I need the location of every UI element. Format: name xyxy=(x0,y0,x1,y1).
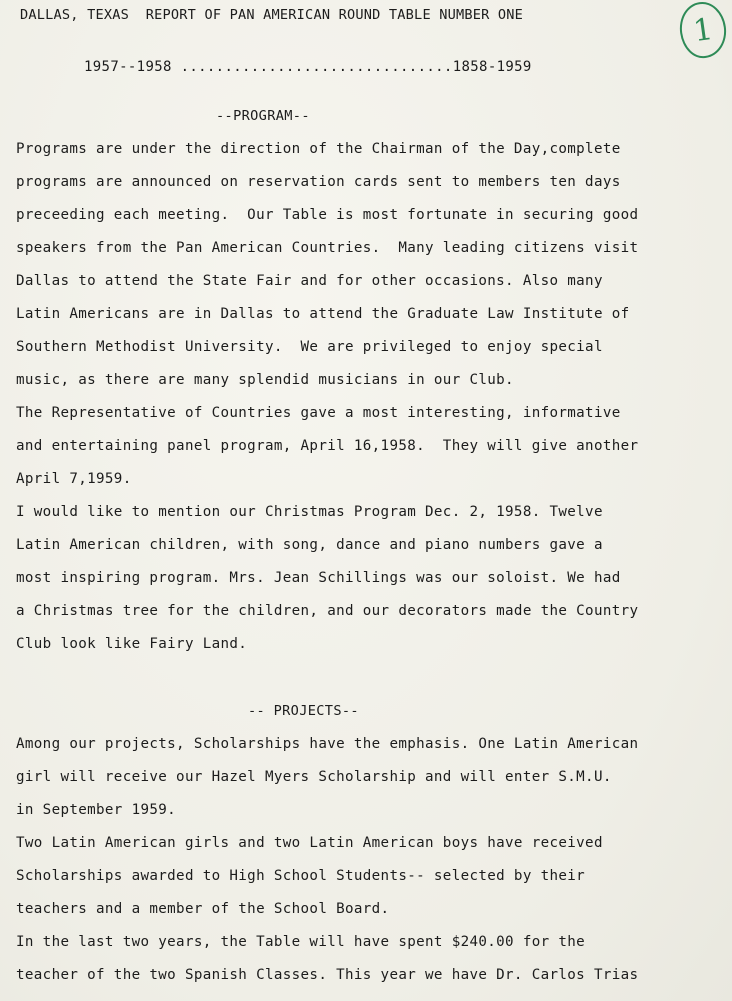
program-line: a Christmas tree for the children, and our decorators made the Country xyxy=(16,603,639,619)
program-line: Dallas to attend the State Fair and for other occasions. Also many xyxy=(16,273,603,289)
program-line: speakers from the Pan American Countries. Many leading citizens visit xyxy=(16,240,639,256)
program-line: preceeding each meeting. Our Table is most fortunate in securing good xyxy=(16,207,639,223)
program-line: programs are announced on reservation cards sent to members ten days xyxy=(16,174,621,190)
program-line: Programs are under the direction of the Chairman of the Day,complete xyxy=(16,141,621,157)
program-line: April 7,1959. xyxy=(16,471,132,487)
program-line: I would like to mention our Christmas Program Dec. 2, 1958. Twelve xyxy=(16,504,603,520)
program-line: Latin American children, with song, dance and piano numbers gave a xyxy=(16,537,603,553)
projects-line: Among our projects, Scholarships have the emphasis. One Latin American xyxy=(16,736,639,752)
program-line: music, as there are many splendid musicians in our Club. xyxy=(16,372,514,388)
projects-line: Two Latin American girls and two Latin American boys have received xyxy=(16,835,603,851)
report-years: 1957--1958 ...............................1858-1959 xyxy=(84,59,532,75)
program-heading: --PROGRAM-- xyxy=(216,108,310,124)
projects-line: In the last two years, the Table will have spent $240.00 for the xyxy=(16,934,586,950)
program-line: Latin Americans are in Dallas to attend the Graduate Law Institute of xyxy=(16,306,630,322)
projects-line: in September 1959. xyxy=(16,802,177,818)
page-number-circle: 1 xyxy=(676,0,729,61)
program-line: Southern Methodist University. We are privileged to enjoy special xyxy=(16,339,603,355)
projects-line: teacher of the two Spanish Classes. This year we have Dr. Carlos Trias xyxy=(16,967,639,983)
projects-line: Scholarships awarded to High School Students-- selected by their xyxy=(16,868,586,884)
projects-heading: -- PROJECTS-- xyxy=(248,703,359,719)
projects-line: girl will receive our Hazel Myers Scholarship and will enter S.M.U. xyxy=(16,769,612,785)
program-line: Club look like Fairy Land. xyxy=(16,636,248,652)
report-title: DALLAS, TEXAS REPORT OF PAN AMERICAN ROUND TABLE NUMBER ONE xyxy=(20,7,524,23)
program-line: most inspiring program. Mrs. Jean Schillings was our soloist. We had xyxy=(16,570,621,586)
program-line: and entertaining panel program, April 16,1958. They will give another xyxy=(16,438,639,454)
program-line: The Representative of Countries gave a most interesting, informative xyxy=(16,405,621,421)
projects-line: teachers and a member of the School Board. xyxy=(16,901,390,917)
